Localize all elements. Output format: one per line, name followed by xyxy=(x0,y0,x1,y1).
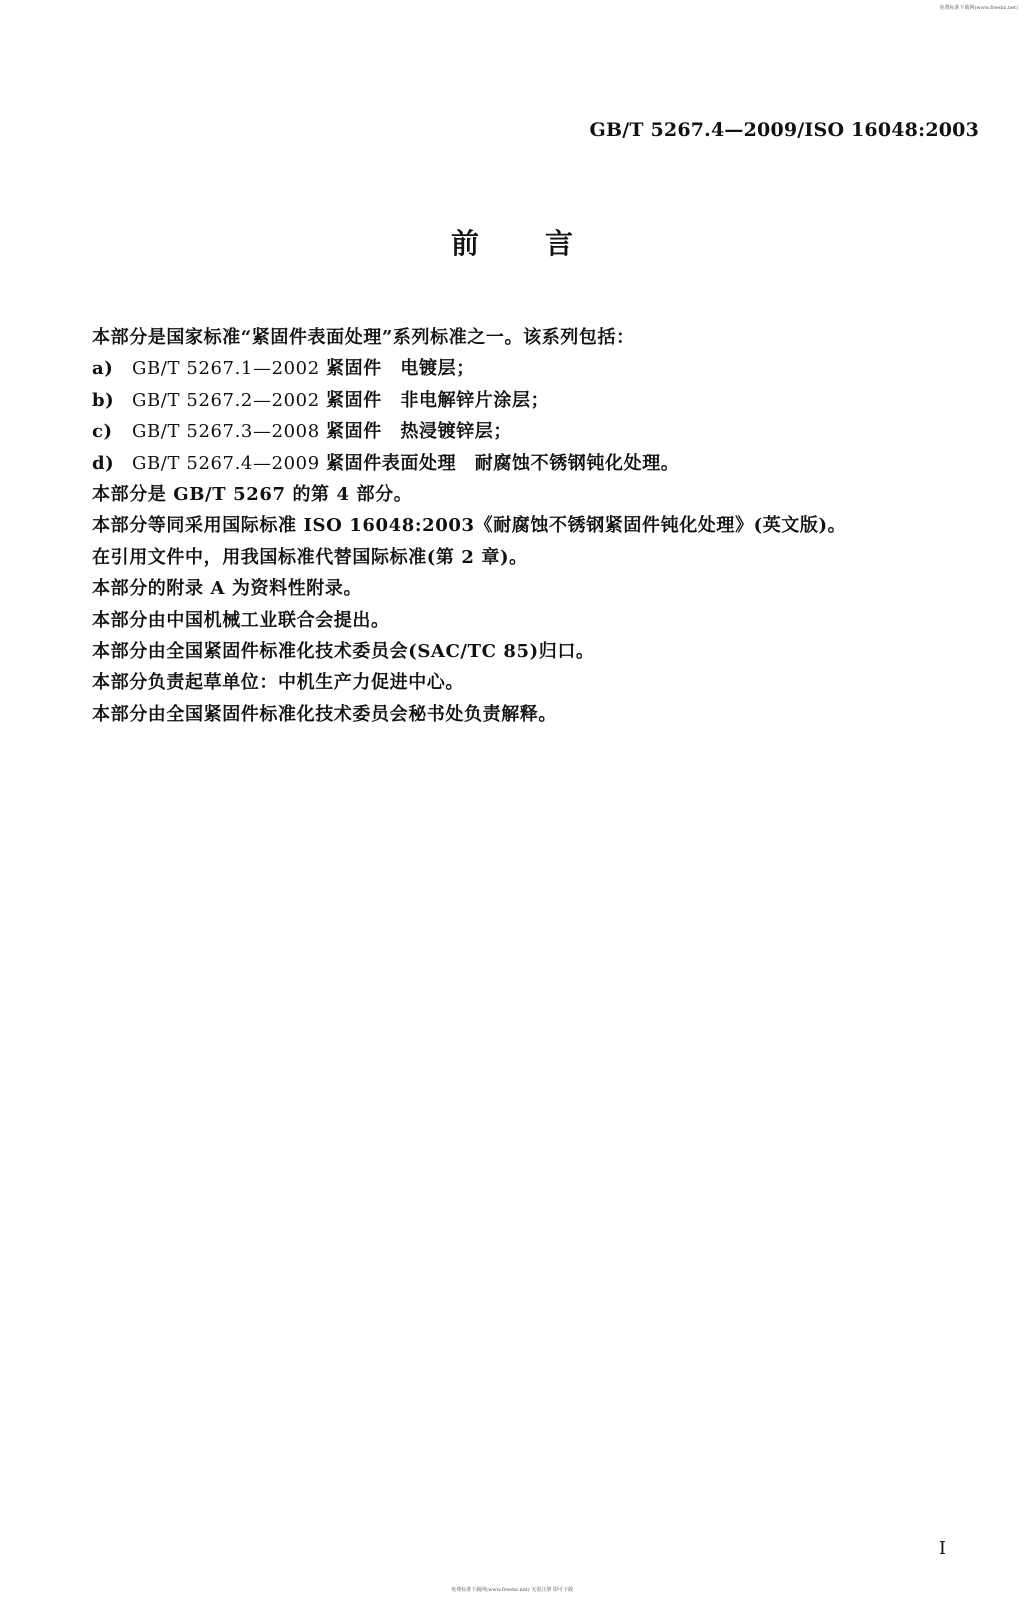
list-item-label: d) xyxy=(92,452,115,474)
top-watermark: 免费标准下载网(www.freebz.net) xyxy=(939,5,1018,11)
list-item xyxy=(92,416,972,447)
intro-paragraph: 本部分是国家标准“紧固件表面处理”系列标准之一。该系列包括： xyxy=(92,327,635,348)
list-item xyxy=(92,385,972,416)
list-item-code: GB/T 5267.3—2008 xyxy=(132,421,320,443)
list-item xyxy=(92,353,972,384)
paragraph-adoption: 本部分等同采用国际标准 ISO 16048:2003《耐腐蚀不锈钢紧固件钝化处理》(英文版)。 xyxy=(92,515,847,537)
list-item-label: c) xyxy=(92,421,113,443)
list-item-name: 紧固件表面处理 耐腐蚀不锈钢钝化处理。 xyxy=(326,452,680,474)
list-item-name: 紧固件 热浸镀锌层； xyxy=(326,421,512,443)
paragraph-committee: 本部分由全国紧固件标准化技术委员会(SAC/TC 85)归口。 xyxy=(92,640,595,662)
paragraph-drafter: 本部分负责起草单位：中机生产力促进中心。 xyxy=(92,672,464,694)
list-item-label: a) xyxy=(92,358,114,380)
document-number: GB/T 5267.4—2009/ISO 16048:2003 xyxy=(589,119,979,141)
paragraph-part-number: 本部分是 GB/T 5267 的第 4 部分。 xyxy=(92,483,413,505)
page-title: 前言 xyxy=(450,227,639,260)
paragraph-annex: 本部分的附录 A 为资料性附录。 xyxy=(92,578,363,600)
page-number: I xyxy=(938,1538,946,1559)
list-item-code: GB/T 5267.2—2002 xyxy=(132,389,320,411)
preface-body xyxy=(92,322,972,730)
list-item-name: 紧固件 非电解锌片涂层； xyxy=(326,389,550,411)
paragraph-proposer: 本部分由中国机械工业联合会提出。 xyxy=(92,609,390,631)
list-item xyxy=(92,448,972,479)
paragraph-interpretation: 本部分由全国紧固件标准化技术委员会秘书处负责解释。 xyxy=(92,703,557,725)
paragraph-references: 在引用文件中，用我国标准代替国际标准(第 2 章)。 xyxy=(92,546,528,568)
list-item-code: GB/T 5267.4—2009 xyxy=(132,452,320,474)
list-item-name: 紧固件 电镀层； xyxy=(326,358,475,380)
list-item-label: b) xyxy=(92,389,115,411)
list-item-code: GB/T 5267.1—2002 xyxy=(132,358,320,380)
bottom-watermark: 免费标准下载网(www.freebz.net) 无需注册 即可下载 xyxy=(451,1587,573,1593)
